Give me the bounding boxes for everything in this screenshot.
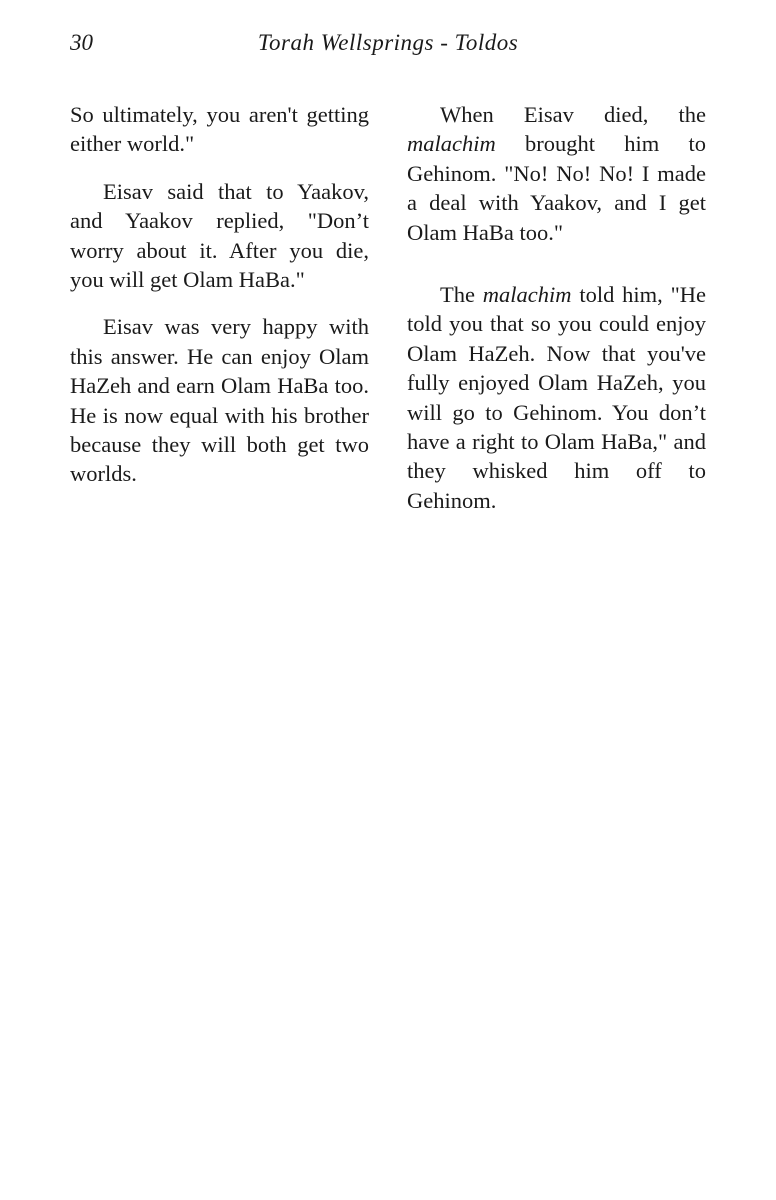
paragraph: Eisav was very happy with this answer. He can enjoy Olam HaZeh and earn Olam HaBa too. He is now equal with his brother because they will both get two worlds. — [70, 314, 369, 487]
paragraph — [407, 100, 706, 247]
right-column — [407, 100, 706, 533]
running-title: Torah Wellsprings - Toldos — [257, 30, 519, 55]
left-column — [70, 100, 369, 507]
text-run: The — [440, 282, 483, 308]
paragraph: Eisav said that to Yaakov, and Yaakov replied, "Don’t worry about it. After you die, you will get Olam HaBa." — [70, 178, 369, 293]
text-run: When Eisav died, the — [440, 102, 706, 127]
italic-term: malachim — [407, 131, 496, 157]
page-number: 30 — [70, 30, 93, 55]
italic-term: malachim — [482, 282, 572, 308]
text-run: told him, "He told you that so you could enjoy Olam HaZeh. Now that you've fully enjoyed Olam HaZeh, you will go to Gehinom. You don’t have a right to Olam HaBa," and they whisked him off to Gehinom. — [407, 282, 706, 513]
text-run: brought him to Gehinom. "No! No! No! I made a deal with Yaakov, and I get Olam HaBa too." — [407, 131, 706, 245]
page-header — [70, 30, 706, 62]
paragraph — [407, 280, 706, 515]
paragraph: So ultimately, you aren't getting either world." — [70, 102, 369, 157]
